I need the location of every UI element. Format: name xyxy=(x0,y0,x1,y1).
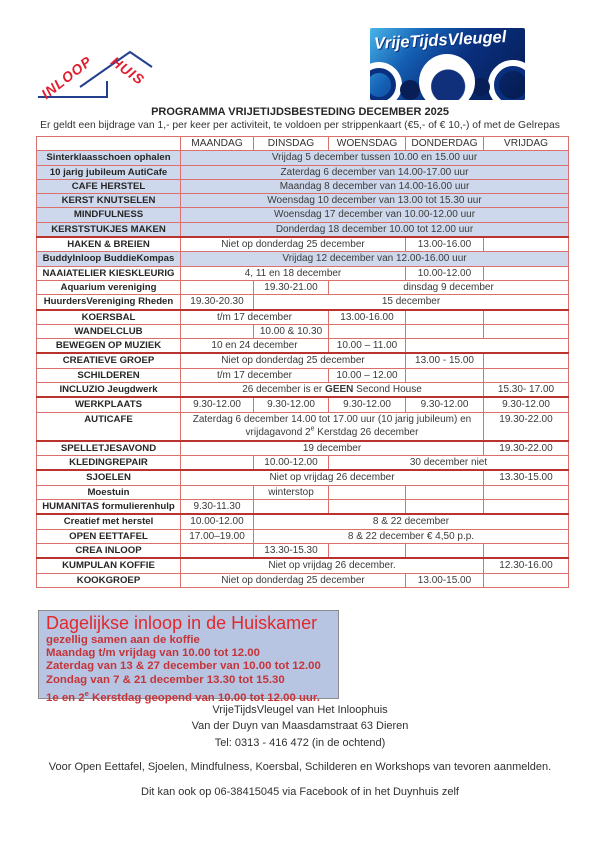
table-row xyxy=(37,470,569,485)
activity-label: Aquarium vereniging xyxy=(37,280,181,294)
inloop-box-line: gezellig samen aan de koffie xyxy=(46,634,200,646)
footer-contact-note: Dit kan ook op 06-38415045 via Facebook of in het Duynhuis zelf xyxy=(141,785,459,798)
schedule-cell: winterstop xyxy=(254,485,329,499)
table-row xyxy=(37,456,569,471)
schedule-cell xyxy=(484,310,569,325)
vrijetijdsvleugel-logo xyxy=(370,28,525,100)
activity-label: CAFE HERSTEL xyxy=(37,179,181,193)
schedule-cell: 9.30-12.00 xyxy=(254,397,329,412)
activity-label: INCLUZIO Jeugdwerk xyxy=(37,383,181,398)
logo-dot-icon xyxy=(400,80,420,100)
activity-label: CREA INLOOP xyxy=(37,543,181,558)
schedule-cell: 10.00-12.00 xyxy=(181,514,254,529)
schedule-cell: 15.30- 17.00 xyxy=(484,383,569,398)
activity-label: HUMANITAS formulierenhulp xyxy=(37,500,181,515)
schedule-cell: 17.00–19.00 xyxy=(181,529,254,543)
schedule-cell: 12.30-16.00 xyxy=(484,558,569,573)
table-row xyxy=(37,252,569,266)
schedule-cell: Zaterdag 6 december van 14.00-17.00 uur xyxy=(181,165,569,179)
schedule-cell xyxy=(484,485,569,499)
footer-phone: Tel: 0313 - 416 472 (in de ochtend) xyxy=(214,736,386,749)
table-row xyxy=(37,573,569,587)
table-row xyxy=(37,237,569,252)
daily-inloop-box xyxy=(38,610,339,704)
schedule-cell xyxy=(181,280,254,294)
activity-label: OPEN EETTAFEL xyxy=(37,529,181,543)
schedule-cell: 19.30-21.00 xyxy=(254,280,329,294)
table-header-row xyxy=(37,137,569,151)
table-row xyxy=(37,165,569,179)
activity-header-empty-cell xyxy=(37,137,181,151)
schedule-cell: t/m 17 december xyxy=(181,368,329,382)
schedule-cell: Niet op vrijdag 26 december. xyxy=(181,558,484,573)
inloop-box-lines xyxy=(46,634,331,705)
schedule-cell: Donderdag 18 december 10.00 tot 12.00 uur xyxy=(181,222,569,237)
schedule-cell: 13.00 - 15.00 xyxy=(406,353,484,368)
schedule-cell: Woensdag 17 december van 10.00-12.00 uur xyxy=(181,208,569,222)
table-row xyxy=(37,383,569,398)
day-header-friday: VRIJDAG xyxy=(484,137,569,151)
schedule-cell xyxy=(484,573,569,587)
figure-circle-icon xyxy=(419,54,475,100)
schedule-cell: 13.30-15.30 xyxy=(254,543,329,558)
day-header-monday: MAANDAG xyxy=(181,137,254,151)
inloop-box-line: 1e en 2e Kerstdag geopend van 10.00 tot 12.00 uur. xyxy=(46,688,320,704)
day-header-tuesday: DINSDAG xyxy=(254,137,329,151)
table-row xyxy=(37,324,569,338)
inloop-box-line: Zaterdag van 13 & 27 december van 10.00 tot 12.00 xyxy=(46,660,321,673)
schedule-cell xyxy=(254,500,329,515)
table-row xyxy=(37,558,569,573)
schedule-cell: 10.00-12.00 xyxy=(406,266,484,280)
activity-label: MINDFULNESS xyxy=(37,208,181,222)
table-row xyxy=(37,543,569,558)
day-header-thursday: DONDERDAG xyxy=(406,137,484,151)
schedule-cell: 9.30-12.00 xyxy=(329,397,406,412)
footer-address: Van der Duyn van Maasdamstraat 63 Dieren xyxy=(191,720,409,733)
schedule-cell: 13.00-16.00 xyxy=(329,310,406,325)
table-row xyxy=(37,441,569,456)
table-row xyxy=(37,194,569,208)
activity-label: BEWEGEN OP MUZIEK xyxy=(37,339,181,354)
schedule-cell xyxy=(406,368,484,382)
activity-label: KOOKGROEP xyxy=(37,573,181,587)
schedule-cell xyxy=(181,324,254,338)
schedule-cell: Woensdag 10 december van 13.00 tot 15.30 uur xyxy=(181,194,569,208)
schedule-cell: 13.30-15.00 xyxy=(484,470,569,485)
schedule-cell: Maandag 8 december van 14.00-16.00 uur xyxy=(181,179,569,193)
schedule-cell: 8 & 22 december € 4,50 p.p. xyxy=(254,529,569,543)
schedule-cell: 8 & 22 december xyxy=(254,514,569,529)
activity-label: HuurdersVereniging Rheden xyxy=(37,295,181,310)
schedule-cell: 9.30-11.30 xyxy=(181,500,254,515)
table-row xyxy=(37,151,569,165)
schedule-cell: dinsdag 9 december xyxy=(329,280,569,294)
activity-label: WANDELCLUB xyxy=(37,324,181,338)
footer-signup-note: Voor Open Eettafel, Sjoelen, Mindfulness, Koersbal, Schilderen en Workshops van tevoren aanmelden. xyxy=(48,761,552,774)
schedule-cell: 4, 11 en 18 december xyxy=(181,266,406,280)
schedule-cell: 10 en 24 december xyxy=(181,339,329,354)
vrijetijdsvleugel-logo-text: VrijeTijdsVleugel xyxy=(373,28,507,53)
table-row xyxy=(37,295,569,310)
activity-label: Sinterklaasschoen ophalen xyxy=(37,151,181,165)
schedule-cell: 10.00 & 10.30 xyxy=(254,324,329,338)
activity-label: NAAIATELIER KIESKLEURIG xyxy=(37,266,181,280)
schedule-table xyxy=(36,136,569,588)
schedule-cell xyxy=(406,543,484,558)
schedule-cell: Niet op vrijdag 26 december xyxy=(181,470,484,485)
activity-label: AUTICAFE xyxy=(37,412,181,441)
activity-label: KOERSBAL xyxy=(37,310,181,325)
schedule-cell: Niet op donderdag 25 december xyxy=(181,573,406,587)
schedule-cell: 10.00 – 12.00 xyxy=(329,368,406,382)
activity-label: CREATIEVE GROEP xyxy=(37,353,181,368)
schedule-cell xyxy=(484,266,569,280)
schedule-cell: Niet op donderdag 25 december xyxy=(181,353,406,368)
schedule-cell: 26 december is er GEEN Second House xyxy=(181,383,484,398)
schedule-cell xyxy=(406,485,484,499)
activity-label: BuddyInloop BuddieKompas xyxy=(37,252,181,266)
activity-label: 10 jarig jubileum AutiCafe xyxy=(37,165,181,179)
table-row xyxy=(37,310,569,325)
schedule-cell xyxy=(329,500,406,515)
page-title: PROGRAMMA VRIJETIJDSBESTEDING DECEMBER 2025 xyxy=(151,106,449,118)
schedule-cell: 13.00-15.00 xyxy=(406,573,484,587)
schedule-cell xyxy=(329,324,406,338)
day-header-wednesday: WOENSDAG xyxy=(329,137,406,151)
table-row xyxy=(37,500,569,515)
table-row xyxy=(37,208,569,222)
inloop-box-title: Dagelijkse inloop in de Huiskamer xyxy=(46,613,318,633)
activity-label: SJOELEN xyxy=(37,470,181,485)
schedule-cell xyxy=(181,456,254,471)
schedule-cell xyxy=(406,324,484,338)
page-subtitle: Er geldt een bijdrage van 1,- per keer per activiteit, te voldoen per strippenkaart (€5,- of € 10,-) of met de Gelrepas xyxy=(40,120,560,131)
table-row xyxy=(37,485,569,499)
activity-label: KLEDINGREPAIR xyxy=(37,456,181,471)
schedule-cell xyxy=(406,310,484,325)
schedule-cell: 10.00 – 11.00 xyxy=(329,339,406,354)
schedule-cell xyxy=(329,543,406,558)
activity-label: Creatief met herstel xyxy=(37,514,181,529)
schedule-cell: 10.00-12.00 xyxy=(254,456,329,471)
schedule-cell: 9.30-12.00 xyxy=(484,397,569,412)
schedule-cell xyxy=(484,353,569,368)
schedule-cell: 19 december xyxy=(181,441,484,456)
schedule-cell xyxy=(484,237,569,252)
schedule-cell xyxy=(329,485,406,499)
activity-label: KERSTSTUKJES MAKEN xyxy=(37,222,181,237)
inloop-box-line: Maandag t/m vrijdag van 10.00 tot 12.00 xyxy=(46,647,260,660)
schedule-cell: Niet op donderdag 25 december xyxy=(181,237,406,252)
table-row xyxy=(37,529,569,543)
footer-organisation: VrijeTijdsVleugel van Het Inloophuis xyxy=(212,704,388,716)
schedule-cell: 15 december xyxy=(254,295,569,310)
schedule-cell xyxy=(484,324,569,338)
schedule-cell xyxy=(484,500,569,515)
table-row xyxy=(37,339,569,354)
speaker-ring-icon xyxy=(370,62,402,100)
schedule-cell: 19.30-20.30 xyxy=(181,295,254,310)
footer xyxy=(0,702,600,800)
table-row xyxy=(37,368,569,382)
schedule-cell: 13.00-16.00 xyxy=(406,237,484,252)
schedule-cell: 19.30-22.00 xyxy=(484,441,569,456)
table-row xyxy=(37,412,569,441)
table-row xyxy=(37,353,569,368)
table-row xyxy=(37,397,569,412)
inloophuis-logo xyxy=(36,26,168,108)
table-row xyxy=(37,222,569,237)
activity-label: SPELLETJESAVOND xyxy=(37,441,181,456)
table-row xyxy=(37,266,569,280)
inloop-box-line: Zondag van 7 & 21 december 13.30 tot 15.30 xyxy=(46,673,285,686)
activity-label: SCHILDEREN xyxy=(37,368,181,382)
schedule-cell xyxy=(181,485,254,499)
schedule-cell xyxy=(181,543,254,558)
schedule-cell: 9.30-12.00 xyxy=(406,397,484,412)
schedule-cell xyxy=(406,500,484,515)
activity-label: WERKPLAATS xyxy=(37,397,181,412)
schedule-cell xyxy=(484,543,569,558)
inloophuis-logo-word-huis: HUIS xyxy=(108,53,148,89)
activity-label: Moestuin xyxy=(37,485,181,499)
schedule-cell: 9.30-12.00 xyxy=(181,397,254,412)
schedule-cell: Vrijdag 12 december van 12.00-16.00 uur xyxy=(181,252,569,266)
schedule-cell xyxy=(406,339,569,354)
activity-label: HAKEN & BREIEN xyxy=(37,237,181,252)
schedule-cell: t/m 17 december xyxy=(181,310,329,325)
inloophuis-logo-word-inloop: INLOOP xyxy=(38,52,96,102)
schedule-cell: Vrijdag 5 december tussen 10.00 en 15.00 uur xyxy=(181,151,569,165)
schedule-cell: Zaterdag 6 december 14.00 tot 17.00 uur (10 jarig jubileum) en vrijdagavond 2e Kerstdag 26 december xyxy=(181,412,484,441)
activity-label: KERST KNUTSELEN xyxy=(37,194,181,208)
table-row xyxy=(37,179,569,193)
schedule-cell: 30 december niet xyxy=(329,456,569,471)
schedule-body xyxy=(37,151,569,588)
table-row xyxy=(37,514,569,529)
activity-label: KUMPULAN KOFFIE xyxy=(37,558,181,573)
schedule-cell: 19.30-22.00 xyxy=(484,412,569,441)
table-row xyxy=(37,280,569,294)
speaker-ring-icon xyxy=(488,60,525,100)
schedule-cell xyxy=(484,368,569,382)
